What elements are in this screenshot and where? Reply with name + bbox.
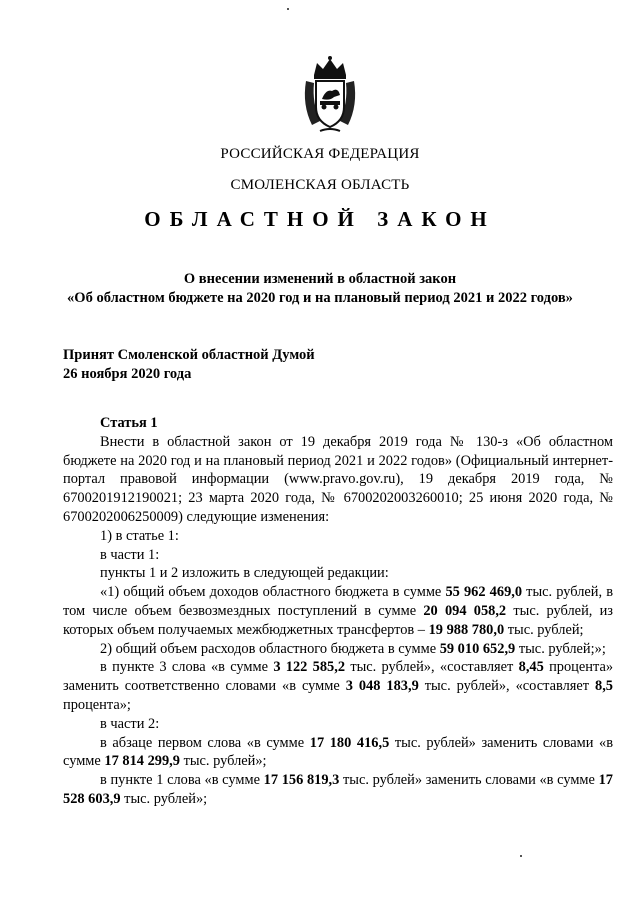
item-part-1: в части 1: [100,546,160,563]
scan-speck [287,8,289,10]
region-heading: СМОЛЕНСКАЯ ОБЛАСТЬ [230,177,410,193]
point-1-revenue: «1) общий объем доходов областного бюджета в сумме 55 962 469,0 тыс. рублей, в том числе объем безвозмездных поступлений в сумме 20 094 058,2 тыс. рублей, из которых объем получаемых межбюджетных трансфертов – 19 988 780,0 тыс. рублей; [63,584,614,638]
document-type-title: ОБЛАСТНОЙ ЗАКОН [144,207,496,231]
smolensk-coat-of-arms-icon [300,55,360,133]
law-subject-line-2: «Об областном бюджете на 2020 год и на плановый период 2021 и 2022 годов» [67,290,573,306]
article-intro: Внести в областной закон от 19 декабря 2019 года № 130-з «Об областном бюджете на 2020 год и на плановый период 2021 и 2022 годов» (Официальный интернет-портал правовой информации (www.pravo.gov.ru), 19 декабря 2019 года, № 6700201912190021; 23 марта 2020 года, № 6700202003260010; 25 июня 2020 года, № 6700202006250009) следующие изменения: [63,433,613,525]
item-article-1: 1) в статье 1: [100,527,179,544]
item-part-2: в части 2: [100,715,160,732]
point-3-deficit: в пункте 3 слова «в сумме 3 122 585,2 тыс. рублей», «составляет 8,45 процента» заменить соответственно словами «в сумме 3 048 183,9 тыс. рублей», «составляет 8,5 процента»; [63,659,614,713]
item-points-1-2: пункты 1 и 2 изложить в следующей редакции: [100,565,389,582]
article-body [63,414,613,809]
part-2-paragraph-1: в абзаце первом слова «в сумме 17 180 416,5 тыс. рублей» заменить словами «в сумме 17 814 299,9 тыс. рублей»; [63,734,613,770]
federation-heading: РОССИЙСКАЯ ФЕДЕРАЦИЯ [220,146,420,162]
scan-speck [520,855,522,857]
adopted-date: 26 ноября 2020 года [63,366,192,382]
part-2-point-1: в пункте 1 слова «в сумме 17 156 819,3 тыс. рублей» заменить словами «в сумме 17 528 603,9 тыс. рублей»; [63,772,613,807]
adopted-by: Принят Смоленской областной Думой [63,347,315,363]
law-subject-line-1: О внесении изменений в областной закон [183,271,457,287]
article-heading: Статья 1 [100,415,158,431]
point-2-expenses: 2) общий объем расходов областного бюджета в сумме 59 010 652,9 тыс. рублей;»; [100,640,606,657]
